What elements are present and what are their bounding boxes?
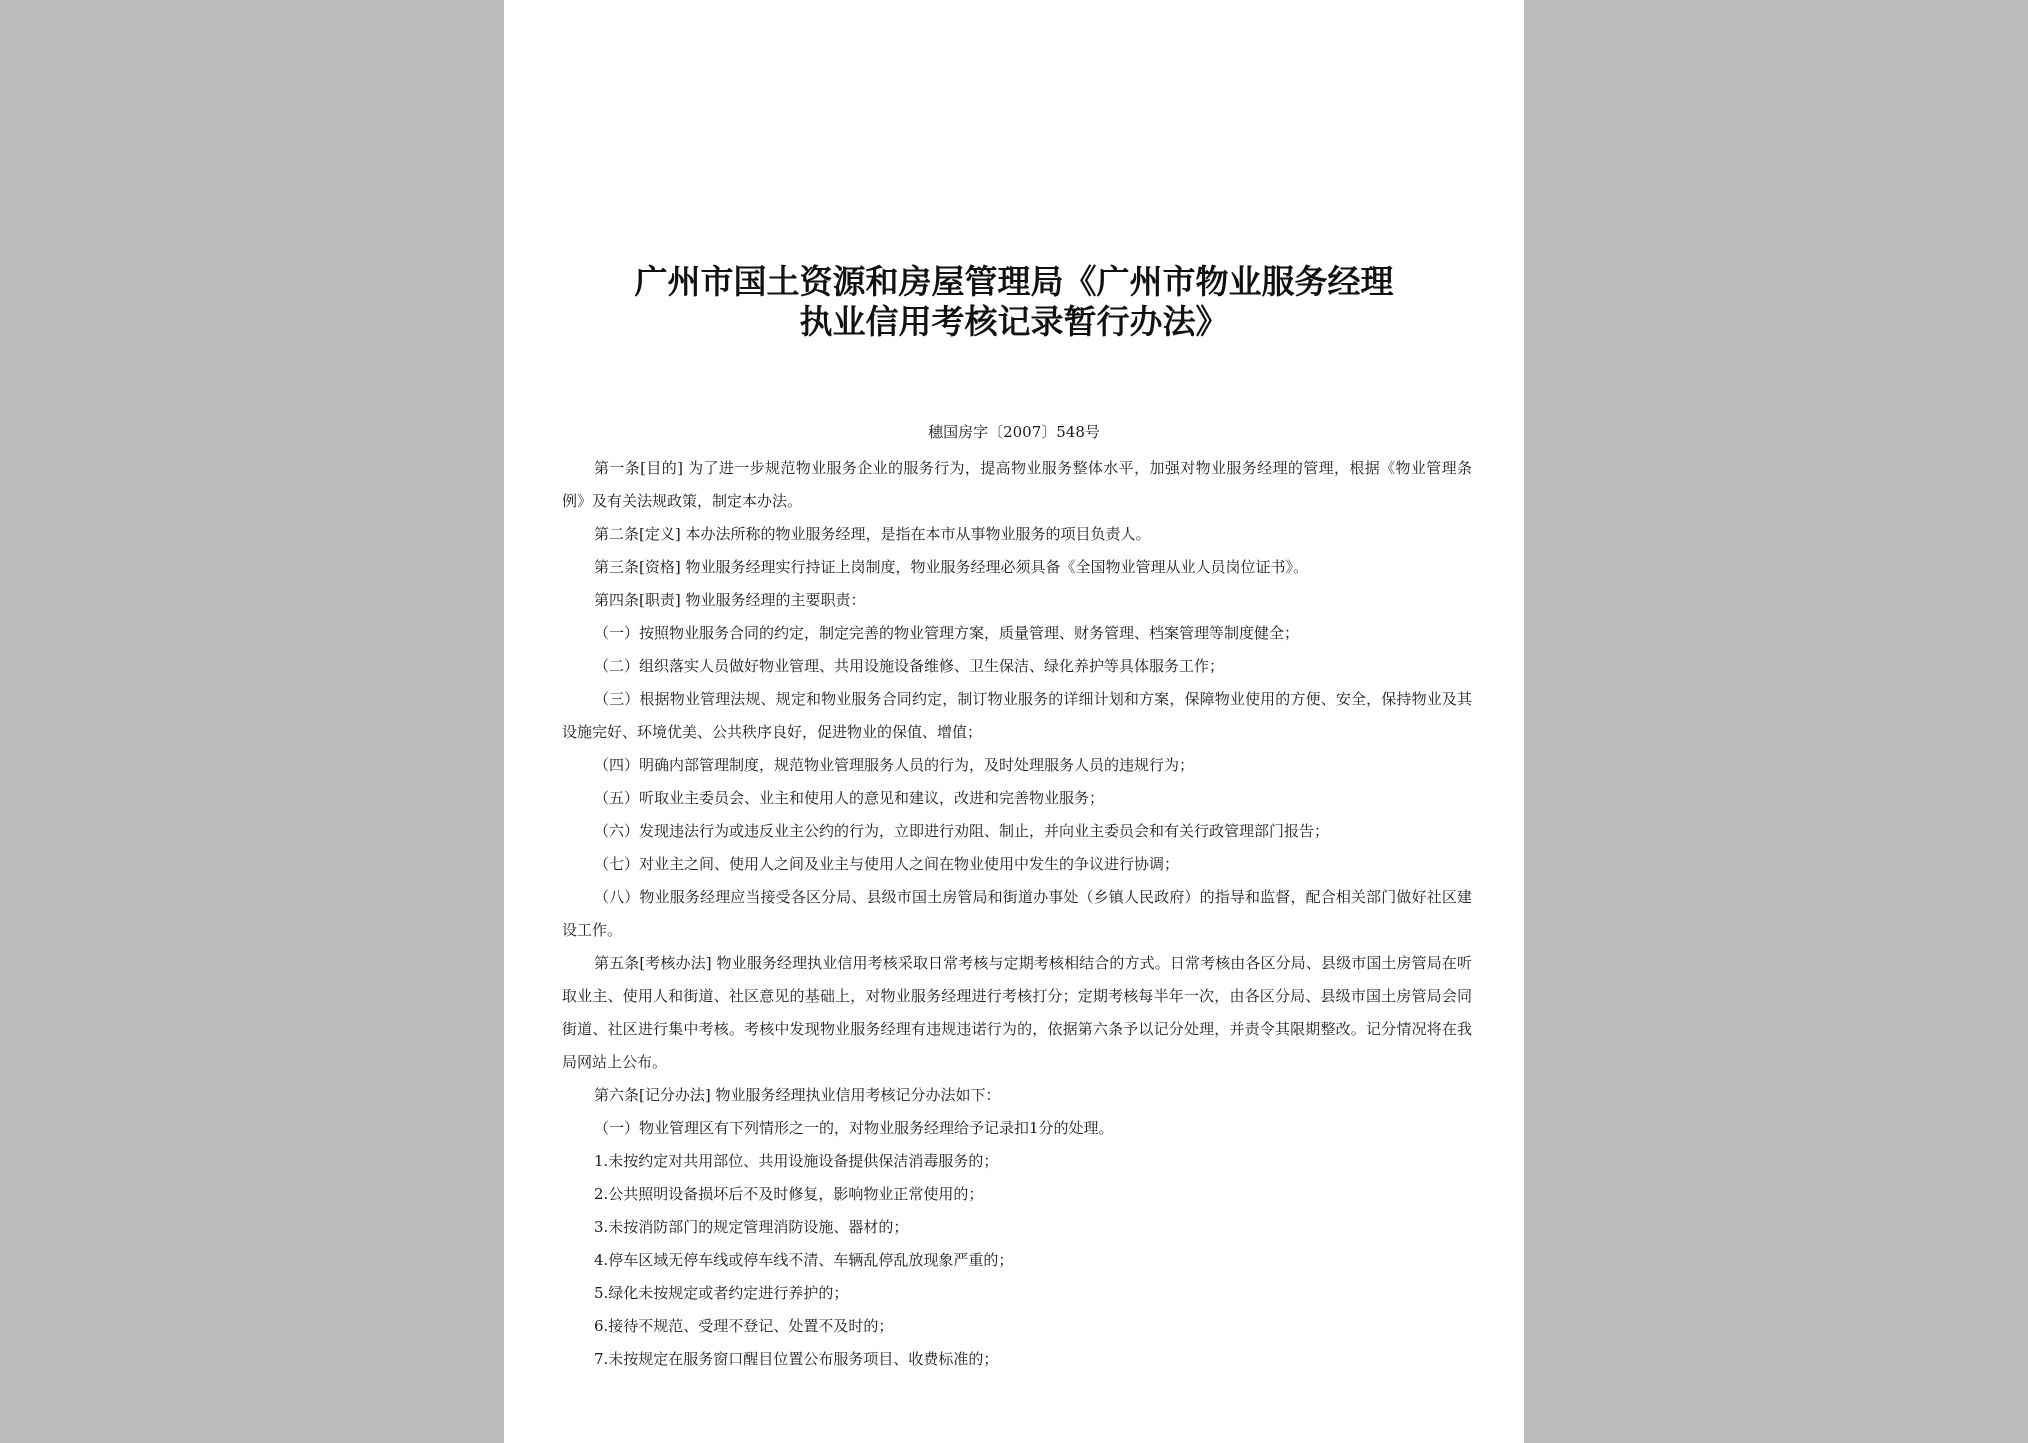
paragraph-item-2: 2.公共照明设备损坏后不及时修复，影响物业正常使用的； (594, 1185, 984, 1203)
paragraph-article-5: 第五条[考核办法] 物业服务经理执业信用考核采取日常考核与定期考核相结合的方式。日常考核由各区分局、县级市国土房管局在听取业主、使用人和街道、社区意见的基础上，对物业服务经理进行考核打分；定期考核每半年一次，由各区分局、县级市国土房管局会同街道、社区进行集中考核。考核中发现物业服务经理有违规违诺行为的，依据第六条予以记分处理，并责令其限期整改。记分情况将在我局网站上公布。 (562, 954, 1472, 1071)
paragraph-article-2: 第二条[定义] 本办法所称的物业服务经理，是指在本市从事物业服务的项目负责人。 (594, 525, 1151, 543)
paragraph-item-3: 3.未按消防部门的规定管理消防设施、器材的； (594, 1218, 909, 1236)
paragraph-duty-7: （七）对业主之间、使用人之间及业主与使用人之间在物业使用中发生的争议进行协调； (594, 855, 1180, 873)
paragraph-duty-4: （四）明确内部管理制度，规范物业管理服务人员的行为，及时处理服务人员的违规行为； (594, 756, 1195, 774)
paragraph-duty-5: （五）听取业主委员会、业主和使用人的意见和建议，改进和完善物业服务； (594, 789, 1105, 807)
paragraph-item-5: 5.绿化未按规定或者约定进行养护的； (594, 1284, 849, 1302)
title-line-2: 执业信用考核记录暂行办法》 (799, 302, 1229, 341)
paragraph-duty-6: （六）发现违法行为或违反业主公约的行为，立即进行劝阻、制止，并向业主委员会和有关行政管理部门报告； (594, 822, 1330, 840)
document-number: 穗国房字〔2007〕548号 (928, 423, 1100, 441)
paragraph-duty-2: （二）组织落实人员做好物业管理、共用设施设备维修、卫生保洁、绿化养护等具体服务工作； (594, 657, 1225, 675)
paragraph-item-1: 1.未按约定对共用部位、共用设施设备提供保洁消毒服务的； (594, 1152, 999, 1170)
paragraph-article-1: 第一条[目的] 为了进一步规范物业服务企业的服务行为，提高物业服务整体水平，加强对物业服务经理的管理，根据《物业管理条例》及有关法规政策，制定本办法。 (562, 459, 1472, 510)
paragraph-duty-8: （八）物业服务经理应当接受各区分局、县级市国土房管局和街道办事处（乡镇人民政府）的指导和监督，配合相关部门做好社区建设工作。 (562, 888, 1472, 939)
paragraph-duty-3: （三）根据物业管理法规、规定和物业服务合同约定，制订物业服务的详细计划和方案，保障物业使用的方便、安全，保持物业及其设施完好、环境优美、公共秩序良好，促进物业的保值、增值； (562, 690, 1472, 741)
paragraph-duty-1: （一）按照物业服务合同的约定，制定完善的物业管理方案，质量管理、财务管理、档案管理等制度健全； (594, 624, 1300, 642)
paragraph-article-6: 第六条[记分办法] 物业服务经理执业信用考核记分办法如下： (594, 1086, 1001, 1104)
paragraph-item-4: 4.停车区域无停车线或停车线不清、车辆乱停乱放现象严重的； (594, 1251, 1014, 1269)
paragraph-item-6: 6.接待不规范、受理不登记、处置不及时的； (594, 1317, 894, 1335)
paragraph-article-3: 第三条[资格] 物业服务经理实行持证上岗制度，物业服务经理必须具备《全国物业管理从业人员岗位证书》。 (594, 558, 1308, 576)
paragraph-item-7: 7.未按规定在服务窗口醒目位置公布服务项目、收费标准的； (594, 1350, 999, 1368)
title-line-1: 广州市国土资源和房屋管理局《广州市物业服务经理 (634, 262, 1394, 301)
document-body (562, 452, 1472, 1376)
document-page (504, 0, 1524, 1443)
document-title (504, 262, 1524, 342)
paragraph-penalty-intro: （一）物业管理区有下列情形之一的，对物业服务经理给予记录扣1分的处理。 (594, 1119, 1114, 1137)
paragraph-article-4: 第四条[职责] 物业服务经理的主要职责： (594, 591, 866, 609)
